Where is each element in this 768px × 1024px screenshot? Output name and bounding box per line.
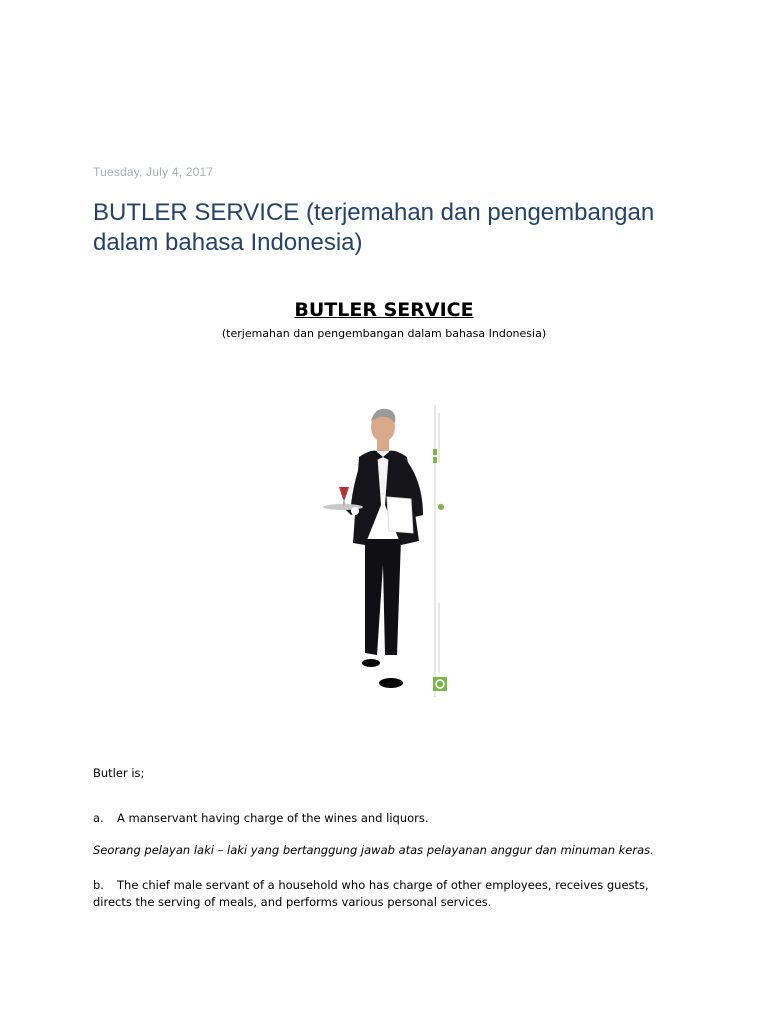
definition-b-text: The chief male servant of a household who has charge of other employees, receives guests, directs the serving of meals, and performs various personal services. <box>93 878 649 909</box>
document-heading: BUTLER SERVICE <box>294 299 474 321</box>
post-date: Tuesday, July 4, 2017 <box>93 165 214 179</box>
definition-a-label: a. <box>93 811 104 825</box>
definition-b-label: b. <box>93 878 104 892</box>
intro-text: Butler is; <box>93 766 145 780</box>
document-subheading: (terjemahan dan pengembangan dalam bahasa Indonesia) <box>221 327 547 340</box>
definition-a <box>93 810 673 827</box>
definition-a-text: A manservant having charge of the wines and liquors. <box>117 811 429 825</box>
definition-b <box>93 877 673 911</box>
post-title[interactable]: BUTLER SERVICE (terjemahan dan pengembangan dalam bahasa Indonesia) <box>93 199 655 256</box>
stock-watermark <box>432 405 454 697</box>
definition-a-translation: Seorang pelayan laki – laki yang bertanggung jawab atas pelayanan anggur dan minuman keras. <box>93 843 654 857</box>
